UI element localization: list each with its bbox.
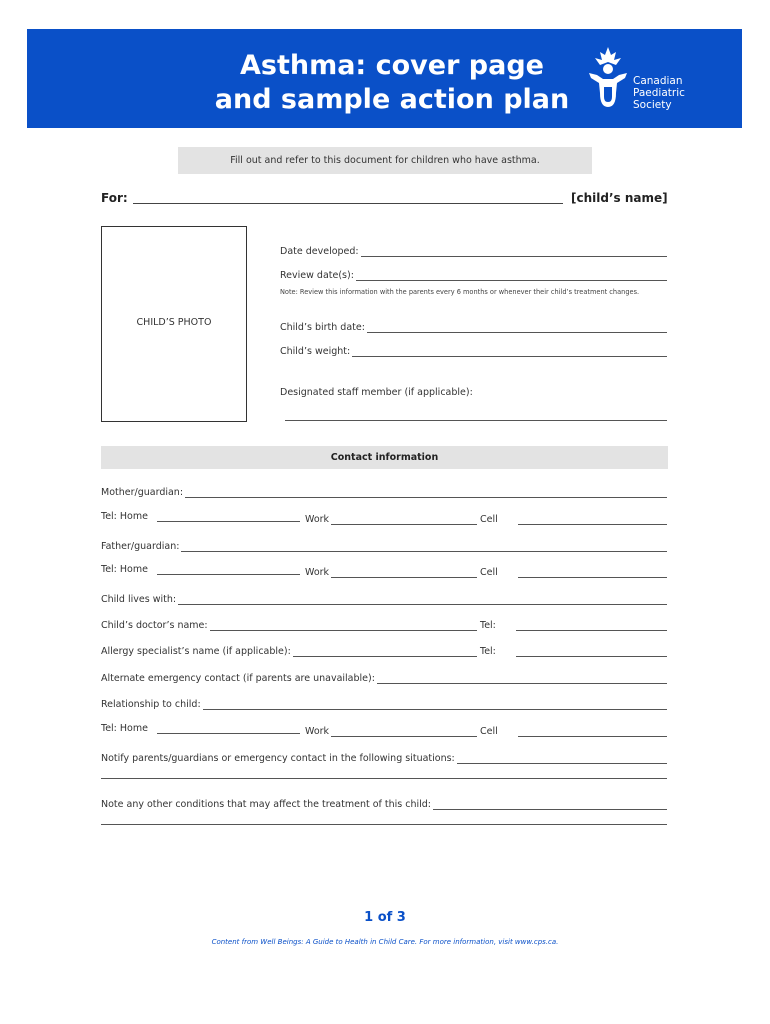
mother-cell-field[interactable] [480, 511, 667, 525]
header-banner [27, 29, 742, 128]
alt-work-label: Work [305, 726, 330, 737]
birth-date-field[interactable] [280, 319, 667, 333]
org-line-3: Society [633, 99, 672, 111]
child-name-hint: [child’s name] [571, 191, 668, 205]
father-cell-label: Cell [480, 567, 498, 578]
lives-with-field[interactable] [101, 591, 667, 605]
alt-cell-label: Cell [480, 726, 498, 737]
doctor-name-field[interactable] [101, 617, 477, 631]
allergy-tel-field[interactable] [480, 643, 667, 657]
title-line-2: and sample action plan [214, 84, 570, 115]
other-conditions-label: Note any other conditions that may affect the treatment of this child: [101, 799, 431, 810]
mother-guardian-label: Mother/guardian: [101, 487, 184, 498]
review-note: Note: Review this information with the parents every 6 months or whenever their child’s treatment changes. [280, 288, 640, 296]
mother-work-label: Work [305, 514, 330, 525]
alt-cell-field[interactable] [480, 723, 667, 737]
page-number: 1 of 3 [364, 910, 406, 925]
allergy-tel-label: Tel: [480, 646, 496, 657]
allergy-specialist-field[interactable] [101, 643, 477, 657]
relationship-field[interactable] [101, 696, 667, 710]
for-label: For: [101, 191, 128, 205]
other-conditions-line-2[interactable] [101, 824, 667, 825]
staff-field[interactable] [285, 420, 667, 421]
allergy-specialist-label: Allergy specialist’s name (if applicable): [101, 646, 291, 657]
weight-field[interactable] [280, 343, 667, 357]
org-line-1: Canadian [633, 75, 683, 87]
father-work-field[interactable] [305, 564, 477, 578]
doctor-name-label: Child’s doctor’s name: [101, 620, 208, 631]
staff-label: Designated staff member (if applicable): [280, 387, 473, 398]
alt-work-field[interactable] [305, 723, 477, 737]
alt-tel-home-label: Tel: Home [101, 723, 148, 734]
organization-name [633, 75, 685, 111]
notify-situations-label: Notify parents/guardians or emergency contact in the following situations: [101, 753, 455, 764]
alt-tel-home-field[interactable] [157, 733, 300, 734]
father-guardian-label: Father/guardian: [101, 541, 180, 552]
relationship-label: Relationship to child: [101, 699, 201, 710]
mother-work-field[interactable] [305, 511, 477, 525]
child-photo-box[interactable] [101, 226, 247, 422]
alternate-contact-label: Alternate emergency contact (if parents are unavailable): [101, 673, 375, 684]
other-conditions-field[interactable] [101, 796, 667, 810]
mother-guardian-field[interactable] [101, 484, 667, 498]
page-title [197, 49, 587, 117]
doctor-tel-label: Tel: [480, 620, 496, 631]
review-dates-field[interactable] [280, 267, 667, 281]
father-tel-home-field[interactable] [157, 574, 300, 575]
mother-tel-home-field[interactable] [157, 521, 300, 522]
contact-information-header: Contact information [101, 446, 668, 469]
doctor-tel-field[interactable] [480, 617, 667, 631]
lives-with-label: Child lives with: [101, 594, 177, 605]
footer-source: Content from Well Beings: A Guide to Health in Child Care. For more information, visit www.cps.ca. [211, 938, 559, 946]
alternate-contact-field[interactable] [101, 670, 667, 684]
mother-tel-home-label: Tel: Home [101, 511, 148, 522]
father-cell-field[interactable] [480, 564, 667, 578]
review-dates-label: Review date(s): [280, 270, 354, 281]
intro-banner: Fill out and refer to this document for children who have asthma. [178, 147, 592, 174]
mother-cell-label: Cell [480, 514, 498, 525]
date-developed-label: Date developed: [280, 246, 359, 257]
title-line-1: Asthma: cover page [239, 50, 544, 81]
date-developed-field[interactable] [280, 243, 667, 257]
cps-maple-child-logo-icon [583, 45, 633, 115]
child-name-field[interactable] [133, 203, 563, 204]
notify-situations-line-2[interactable] [101, 778, 667, 779]
father-tel-home-label: Tel: Home [101, 564, 148, 575]
org-line-2: Paediatric [633, 87, 685, 99]
child-photo-label: CHILD’S PHOTO [136, 317, 212, 328]
weight-label: Child’s weight: [280, 346, 351, 357]
father-guardian-field[interactable] [101, 538, 667, 552]
father-work-label: Work [305, 567, 330, 578]
notify-situations-field[interactable] [101, 750, 667, 764]
birth-date-label: Child’s birth date: [280, 322, 365, 333]
